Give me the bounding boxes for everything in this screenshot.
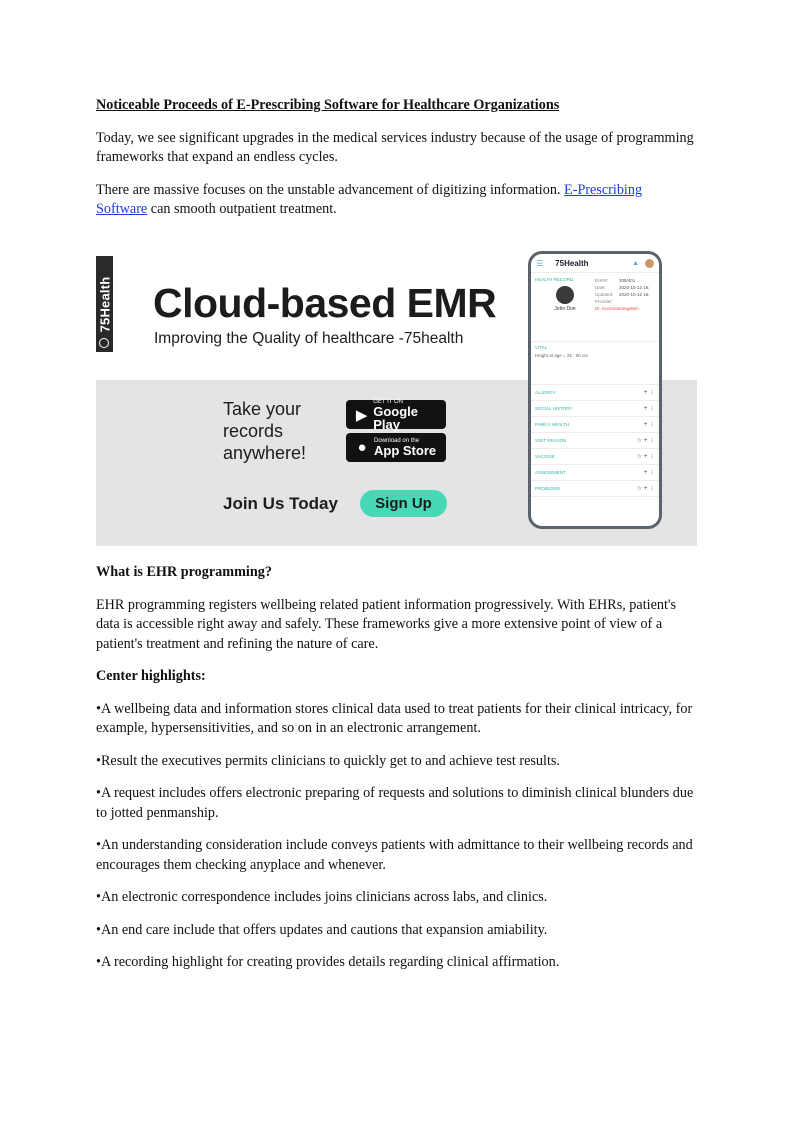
phone-row[interactable] [531, 401, 659, 417]
google-big-text: Google Play [373, 403, 419, 432]
updated-value: 2020-10-12 16: [619, 292, 650, 297]
vital-section [531, 342, 659, 385]
paragraph-focus-text: There are massive focuses on the unstable advancement of digitizing information. [96, 181, 565, 198]
patient-avatar [556, 286, 574, 304]
paragraph-focus-tail: can smooth outpatient treatment. [147, 201, 337, 217]
star-icon: ☆ + ⋮ [636, 454, 655, 460]
bullet-item: •An electronic correspondence includes joins clinicians across labs, and clinics. [96, 889, 548, 905]
vital-label: VITAL [535, 345, 548, 350]
row-label: VISIT REASON [535, 438, 567, 443]
bell-icon: ▲ [632, 259, 639, 267]
e-prescribing-link[interactable]: E-Prescribing Software [96, 181, 643, 217]
paragraph-intro: Today, we see significant upgrades in the medical services industry because of the usage of programming frameworks that expand an endless cycles. [96, 129, 694, 165]
bullet-item: •A wellbeing data and information stores clinical data used to treat patients for their clinical intricacy, for example, hypersensitivities, and so on in an electronic arrangement. [96, 700, 693, 736]
document-body [96, 96, 696, 220]
phone-topbar [531, 254, 659, 273]
play-icon: ▶ [355, 406, 368, 424]
apple-big-text: App Store [374, 443, 437, 458]
section-heading-highlights: Center highlights: [96, 668, 206, 684]
app-store-button[interactable] [346, 433, 446, 462]
bullet-item: •An understanding consideration include conveys patients with admittance to their wellbeing records and encourages them checking anyplace and whenever. [96, 837, 693, 873]
banner-headline: Cloud-based EMR [153, 280, 497, 326]
add-icon: + ⋮ [643, 406, 655, 412]
add-icon: + ⋮ [643, 470, 655, 476]
ehr-value: 305/401 [619, 278, 636, 283]
document-body-2 [96, 563, 696, 973]
star-icon: ☆ + ⋮ [636, 438, 655, 444]
bullet-item: •A recording highlight for creating provides details regarding clinical affirmation. [96, 954, 560, 970]
phone-mockup [528, 251, 662, 529]
phone-row[interactable] [531, 481, 659, 497]
date-label: Date: [595, 285, 606, 290]
google-small-text: GET IT ON [373, 398, 404, 405]
bullet-item: •An end care include that offers updates and cautions that expansion amiability. [96, 921, 548, 938]
bullet-item: •Result the executives permits clinicians to quickly get to and achieve test results. [96, 752, 560, 769]
row-label: PROBLEMS [535, 486, 561, 491]
document-title: Noticeable Proceeds of E-Prescribing Software for Healthcare Organizations [96, 97, 560, 113]
date-value: 2020-10-12 16: [619, 285, 650, 290]
phone-row[interactable] [531, 385, 659, 401]
phone-brand: 75Health [555, 258, 589, 268]
paragraph-ehr: EHR programming registers wellbeing related patient information progressively. With EHRs, patient's data is accessible right away and safely. These frameworks give a more extensive point of view of a patient's treatment and refining the nature of care. [96, 596, 676, 652]
banner-subline: Improving the Quality of healthcare -75health [154, 330, 464, 347]
updated-label: Updated: [595, 292, 614, 297]
section-heading-ehr: What is EHR programming? [96, 564, 272, 580]
take-records-text [223, 398, 353, 464]
add-icon: + ⋮ [643, 422, 655, 428]
vertical-logo [96, 256, 113, 352]
phone-row[interactable] [531, 465, 659, 481]
row-label: SOCIAL HISTORY [535, 406, 573, 411]
take-line-1: Take your [223, 399, 302, 419]
star-icon: ☆ + ⋮ [636, 486, 655, 492]
menu-icon: ☰ [536, 258, 544, 268]
bullet-item: •A request includes offers electronic preparing of requests and solutions to diminish clinical blunders due to jotted penmanship. [96, 785, 694, 821]
provider-label: Provider: [595, 299, 614, 304]
avatar [645, 259, 654, 268]
take-line-2: records [223, 421, 284, 441]
brand-heart-icon [99, 338, 109, 348]
sign-up-button[interactable]: Sign Up [360, 490, 447, 517]
health-record-label: HEALTH RECORD [535, 277, 574, 282]
vital-note: Height at age = 25 : 90 cm [535, 353, 588, 358]
take-line-3: anywhere! [223, 443, 307, 463]
row-label: VACCINE [535, 454, 555, 459]
google-play-button[interactable] [346, 398, 446, 432]
patient-name: John Doe [554, 306, 576, 312]
add-icon: + ⋮ [643, 390, 655, 396]
ehr-label: EHR#: [595, 278, 609, 283]
row-label: FAMILY HEALTH [535, 422, 570, 427]
vertical-logo-text: 75Health [97, 276, 113, 332]
paragraph-focus [96, 181, 696, 220]
phone-row[interactable] [531, 449, 659, 465]
provider-value: Dr. Kumaramangalam [595, 306, 639, 311]
join-us-text: Join Us Today [223, 494, 338, 513]
emr-banner [96, 250, 697, 546]
row-label: ASSESSMENT [535, 470, 566, 475]
patient-card [531, 273, 659, 342]
row-label: ALLERGY [535, 390, 556, 395]
apple-icon: ● [357, 439, 367, 456]
apple-small-text: Download on the [374, 438, 420, 444]
phone-row[interactable] [531, 433, 659, 449]
phone-row[interactable] [531, 417, 659, 433]
